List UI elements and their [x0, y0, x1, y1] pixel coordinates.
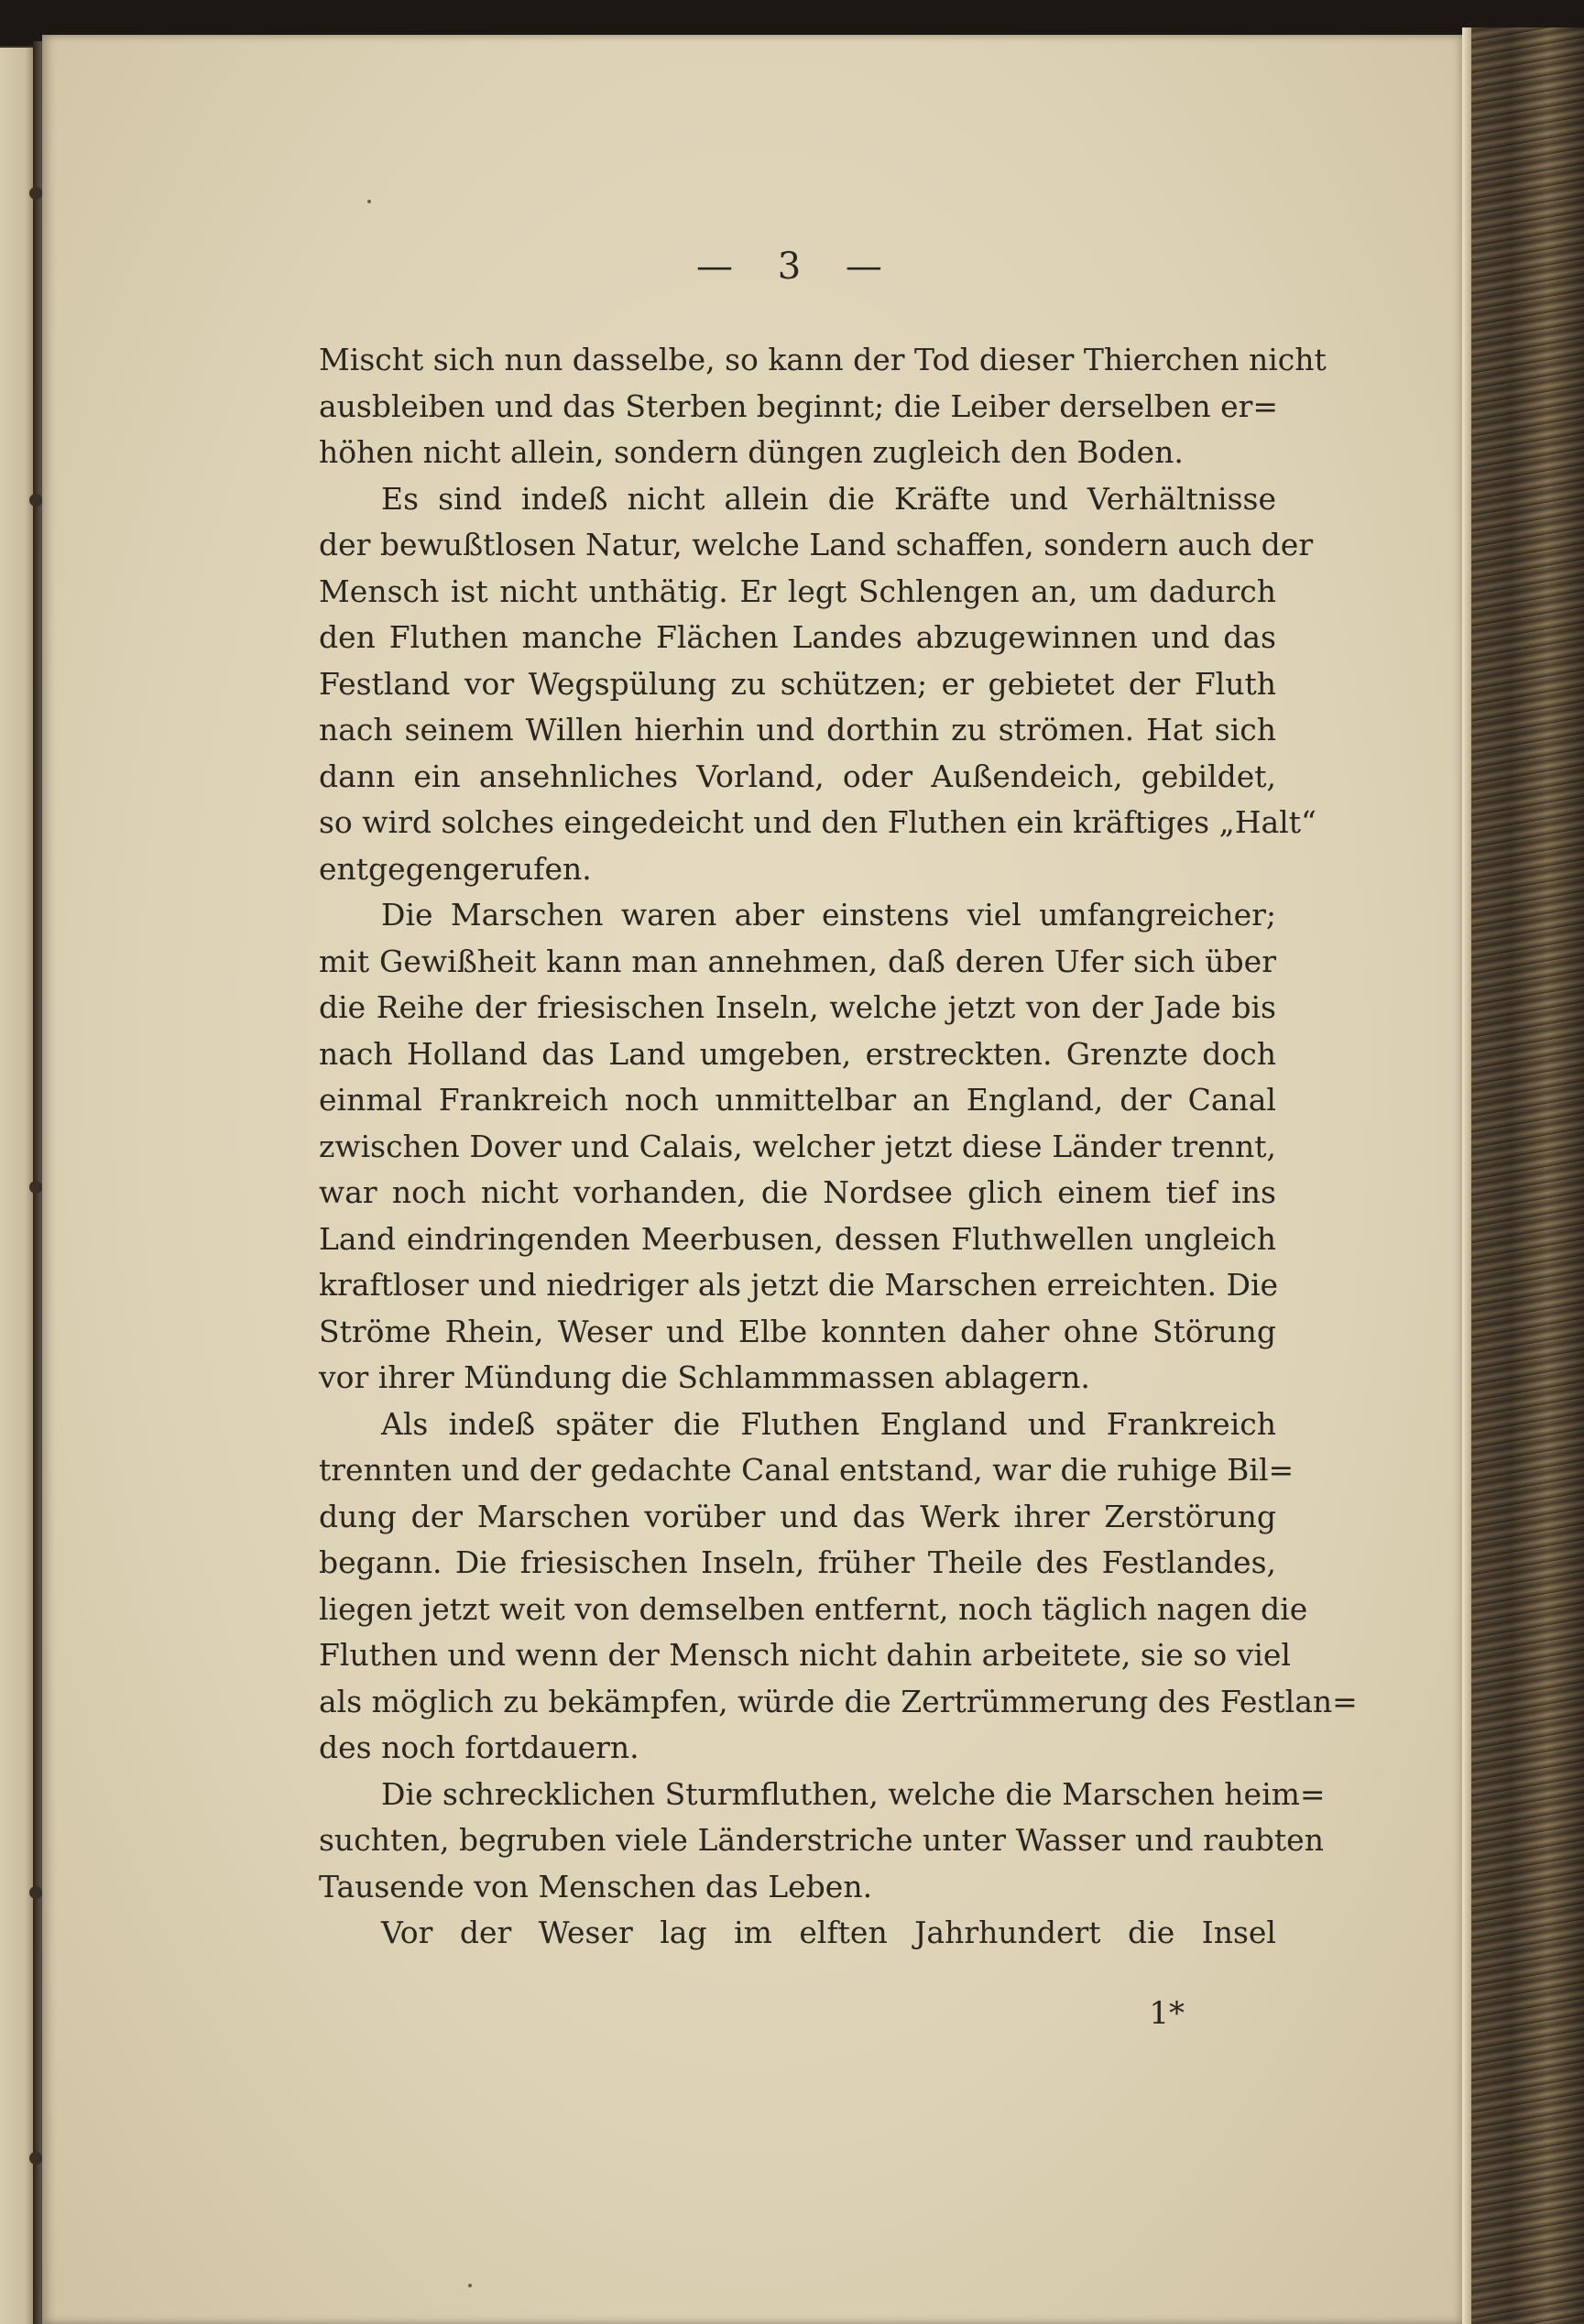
text-line: als möglich zu bekämpfen, würde die Zertrümmerung des Festlan=: [319, 1683, 1358, 1719]
text-line: war noch nicht vorhanden, die Nordsee glich einem tief ins: [319, 1174, 1276, 1210]
text-line: nach seinem Willen hierhin und dorthin zu strömen. Hat sich: [319, 712, 1276, 747]
text-line: Festland vor Wegspülung zu schützen; er gebietet der Fluth: [319, 665, 1276, 702]
paper-speck: [468, 2284, 472, 2287]
text-line: begann. Die friesischen Inseln, früher Theile des Festlandes,: [319, 1544, 1276, 1580]
text-line: Als indeß später die Fluthen England und Frankreich: [381, 1405, 1276, 1442]
text-line: ausbleiben und das Sterben beginnt; die Leiber derselben er=: [319, 387, 1279, 424]
text-line: Vor der Weser lag im elften Jahrhundert die Insel: [381, 1915, 1276, 1950]
text-line: Mischt sich nun dasselbe, so kann der Tod dieser Thierchen nicht: [319, 342, 1327, 377]
text-line: Die schrecklichen Sturmfluthen, welche die Marschen heim=: [381, 1775, 1326, 1812]
text-line: zwischen Dover und Calais, welcher jetzt diese Länder trennt,: [319, 1128, 1276, 1164]
text-line: den Fluthen manche Flächen Landes abzugewinnen und das: [319, 619, 1276, 655]
text-line: Ströme Rhein, Weser und Elbe konnten daher ohne Störung: [319, 1313, 1276, 1349]
text-line: höhen nicht allein, sondern düngen zugleich den Boden.: [319, 434, 1184, 470]
text-line: des noch fortdauern.: [319, 1729, 639, 1765]
text-line: vor ihrer Mündung die Schlammmassen ablagern.: [319, 1359, 1090, 1395]
text-line: trennten und der gedachte Canal entstand, war die ruhige Bil=: [319, 1452, 1295, 1488]
text-line: suchten, begruben viele Länderstriche unter Wasser und raubten: [319, 1822, 1324, 1858]
marbled-cover-edge: [1462, 27, 1584, 2324]
text-line: dung der Marschen vorüber und das Werk ihrer Zerstörung: [319, 1498, 1276, 1534]
text-line: entgegengerufen.: [319, 850, 592, 887]
body-text: [319, 337, 1358, 1957]
book-page: [42, 35, 1462, 2324]
text-line: einmal Frankreich noch unmittelbar an England, der Canal: [319, 1082, 1276, 1118]
printer-signature-mark: 1*: [1149, 1995, 1185, 2032]
text-line: Mensch ist nicht unthätig. Er legt Schlengen an, um dadurch: [319, 573, 1276, 609]
text-line: so wird solches eingedeicht und den Fluthen ein kräftiges „Halt“: [319, 804, 1316, 840]
text-line: dann ein ansehnliches Vorland, oder Außendeich, gebildet,: [319, 758, 1276, 794]
text-line: Land eindringenden Meerbusen, dessen Fluthwellen ungleich: [319, 1220, 1276, 1257]
text-line: Die Marschen waren aber einstens viel umfangreicher;: [381, 897, 1276, 933]
text-line: nach Holland das Land umgeben, erstreckten. Grenzte doch: [319, 1035, 1276, 1072]
text-line: der bewußtlosen Natur, welche Land schaffen, sondern auch der: [319, 527, 1314, 562]
text-line: Fluthen und wenn der Mensch nicht dahin arbeitete, sie so viel: [319, 1637, 1291, 1673]
text-line: kraftloser und niedriger als jetzt die Marschen erreichten. Die: [319, 1267, 1279, 1303]
text-line: die Reihe der friesischen Inseln, welche jetzt von der Jade bis: [319, 989, 1276, 1025]
text-line: Tausende von Menschen das Leben.: [319, 1868, 873, 1904]
page-number-header: — 3 —: [696, 245, 899, 288]
text-line: mit Gewißheit kann man annehmen, daß deren Ufer sich über: [319, 943, 1276, 979]
paper-speck: [367, 200, 371, 203]
text-line: liegen jetzt weit von demselben entfernt, noch täglich nagen die: [319, 1590, 1308, 1627]
text-line: Es sind indeß nicht allein die Kräfte und Verhältnisse: [381, 480, 1276, 517]
